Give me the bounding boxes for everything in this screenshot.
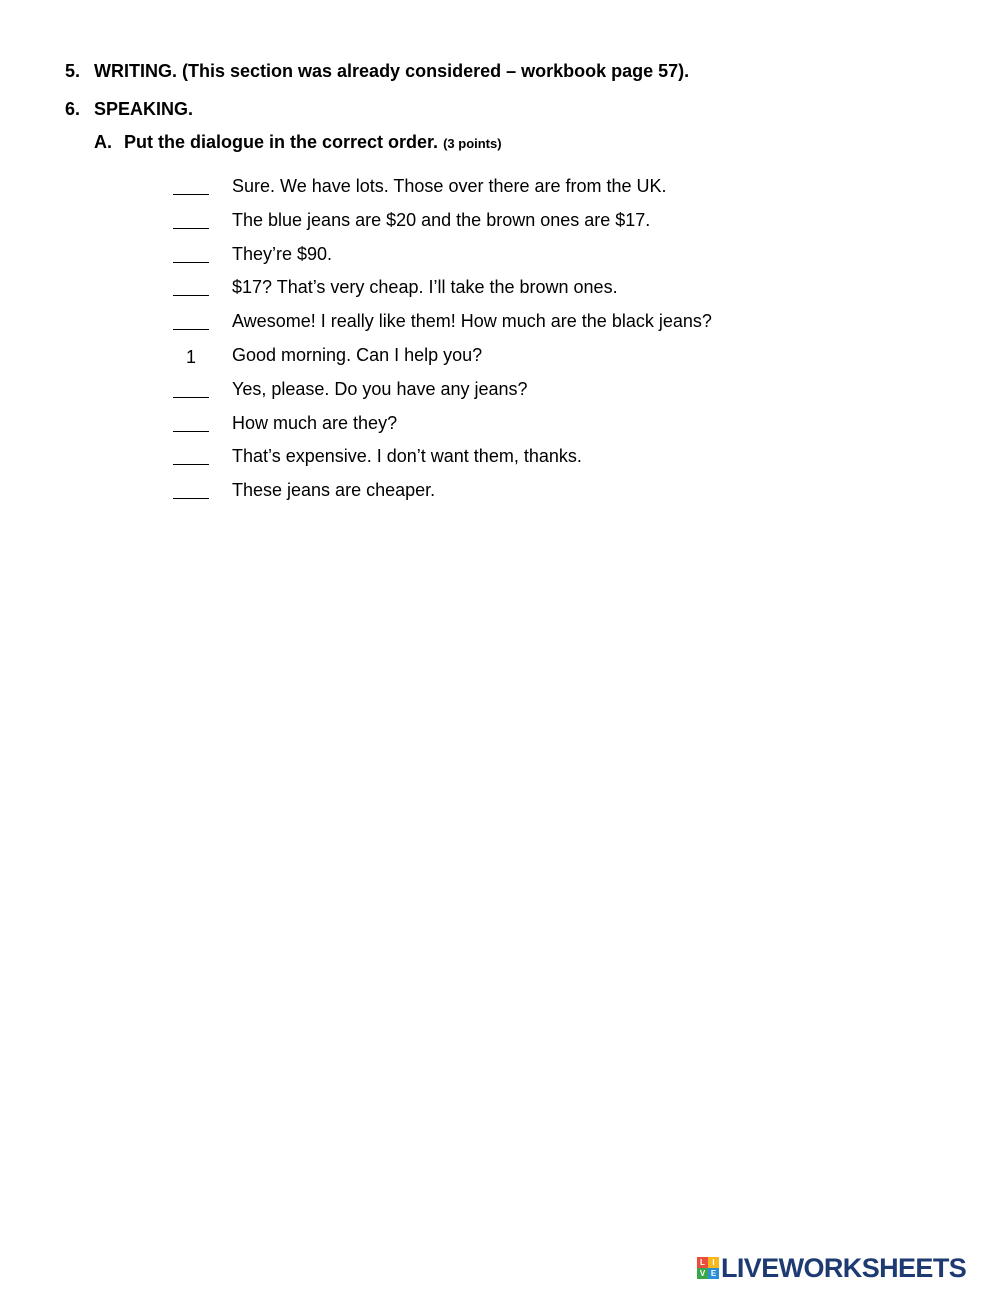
order-blank[interactable] xyxy=(173,208,209,229)
points-label: (3 points) xyxy=(443,136,502,151)
dialogue-line xyxy=(0,377,1000,411)
dialogue-line xyxy=(0,478,1000,512)
section-title: SPEAKING. xyxy=(94,99,194,119)
part-a-instruction xyxy=(94,131,502,155)
order-blank[interactable] xyxy=(173,377,209,398)
dialogue-list xyxy=(0,174,1000,512)
liveworksheets-logo xyxy=(697,1252,966,1284)
section-5-heading xyxy=(65,60,689,82)
dialogue-sentence: Yes, please. Do you have any jeans? xyxy=(232,378,528,399)
logo-square: I xyxy=(708,1257,719,1268)
dialogue-line xyxy=(0,208,1000,242)
order-blank[interactable] xyxy=(173,242,209,263)
order-blank[interactable] xyxy=(173,478,209,499)
dialogue-sentence: The blue jeans are $20 and the brown ones are $17. xyxy=(232,209,651,230)
dialogue-line xyxy=(0,309,1000,343)
order-blank[interactable] xyxy=(173,309,209,330)
order-blank[interactable] xyxy=(173,411,209,432)
dialogue-line xyxy=(0,444,1000,478)
order-blank[interactable] xyxy=(173,275,209,296)
dialogue-line xyxy=(0,242,1000,276)
section-number: 6. xyxy=(65,99,81,119)
dialogue-line xyxy=(0,411,1000,445)
section-title: WRITING. (This section was already considered – workbook page 57). xyxy=(94,61,690,81)
part-letter: A. xyxy=(94,132,112,152)
dialogue-sentence: These jeans are cheaper. xyxy=(232,480,436,501)
logo-square: V xyxy=(697,1268,708,1279)
instruction-text: Put the dialogue in the correct order. xyxy=(124,132,439,152)
brand-name: LIVEWORKSHEETS xyxy=(721,1253,967,1283)
dialogue-sentence: Good morning. Can I help you? xyxy=(232,344,483,365)
order-blank[interactable] xyxy=(173,174,209,195)
order-blank[interactable] xyxy=(173,444,209,465)
dialogue-sentence: How much are they? xyxy=(232,412,398,433)
dialogue-line xyxy=(0,174,1000,208)
dialogue-sentence: That’s expensive. I don’t want them, thanks. xyxy=(232,446,582,467)
liveworksheets-icon xyxy=(697,1257,719,1279)
logo-square: L xyxy=(697,1257,708,1268)
dialogue-line xyxy=(0,343,1000,377)
order-answer: 1 xyxy=(185,346,196,367)
dialogue-sentence: Awesome! I really like them! How much are the black jeans? xyxy=(232,311,712,332)
dialogue-sentence: $17? That’s very cheap. I’ll take the brown ones. xyxy=(232,277,618,298)
section-number: 5. xyxy=(65,61,81,81)
dialogue-sentence: They’re $90. xyxy=(232,243,333,264)
dialogue-line xyxy=(0,275,1000,309)
logo-square: E xyxy=(708,1268,719,1279)
section-6-heading xyxy=(65,98,193,120)
dialogue-sentence: Sure. We have lots. Those over there are from the UK. xyxy=(232,176,667,196)
